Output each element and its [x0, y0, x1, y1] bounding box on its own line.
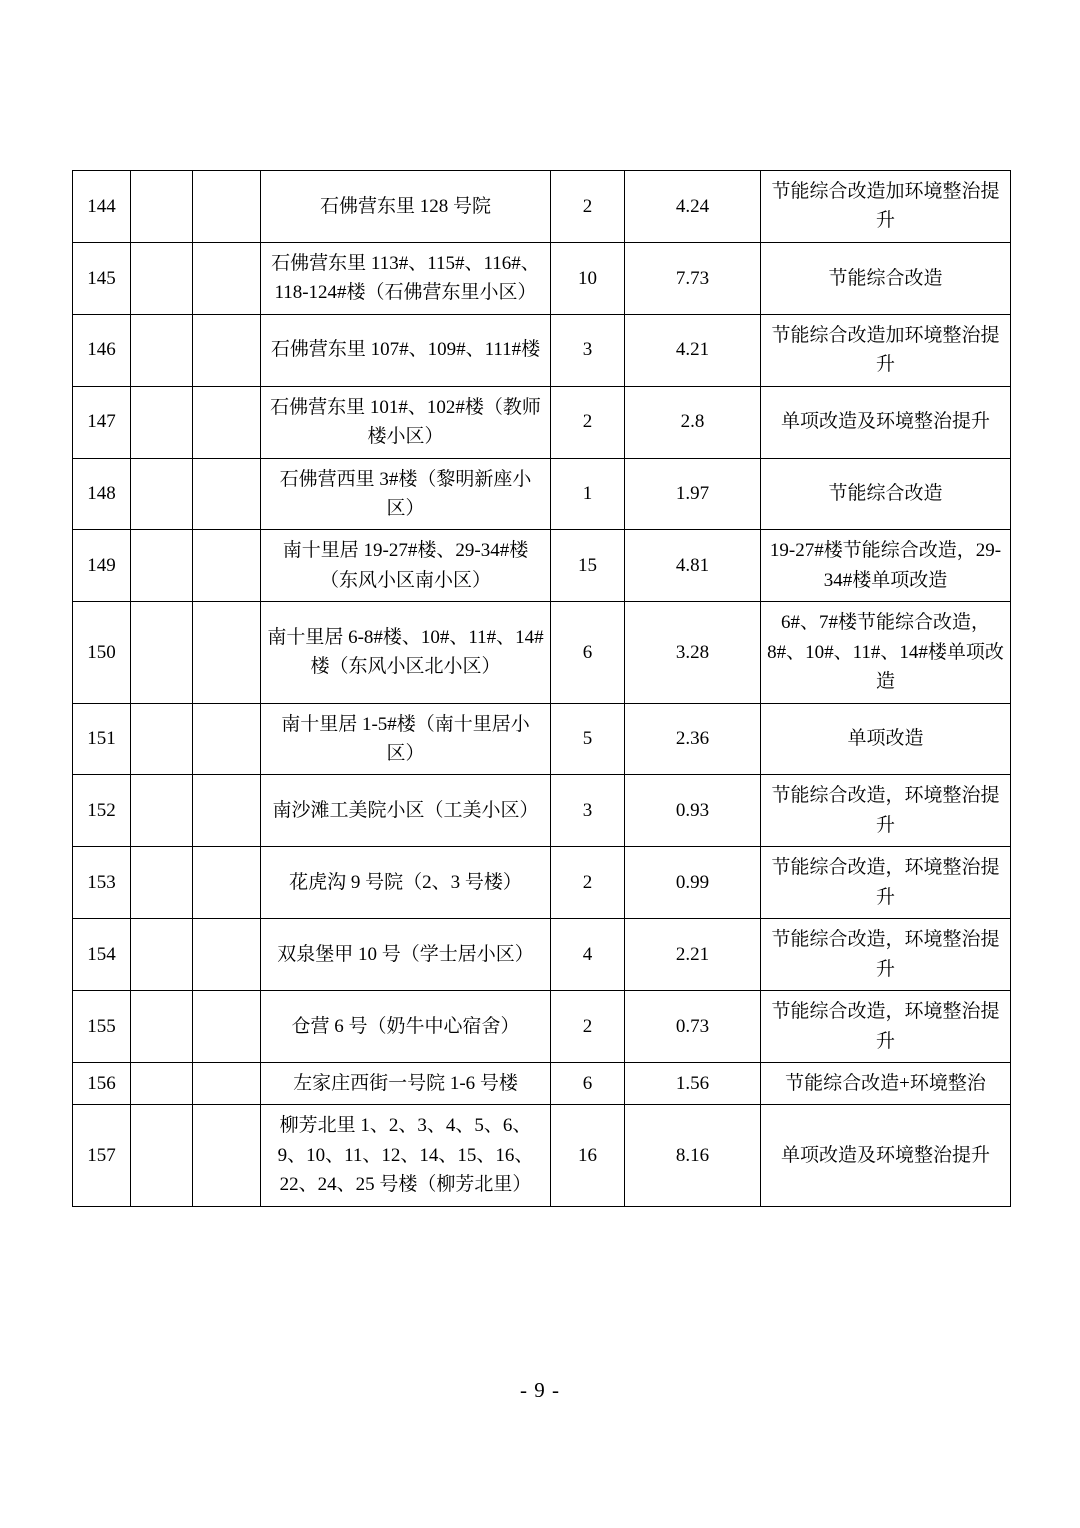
row-index: 152: [73, 775, 131, 847]
table-row: [73, 991, 1011, 1063]
row-district: [131, 1062, 193, 1104]
row-district: [131, 991, 193, 1063]
row-unit: [193, 314, 261, 386]
table-row: [73, 703, 1011, 775]
renovation-project-table: [72, 170, 1011, 1207]
row-community-name: 石佛营东里 101#、102#楼（教师楼小区）: [261, 386, 551, 458]
row-floor-area: 2.21: [625, 919, 761, 991]
row-renovation-type: 节能综合改造加环境整治提升: [761, 314, 1011, 386]
row-building-count: 2: [551, 991, 625, 1063]
row-floor-area: 2.36: [625, 703, 761, 775]
row-district: [131, 1105, 193, 1206]
row-unit: [193, 703, 261, 775]
table-row: [73, 919, 1011, 991]
row-unit: [193, 386, 261, 458]
row-floor-area: 4.21: [625, 314, 761, 386]
row-renovation-type: 单项改造及环境整治提升: [761, 1105, 1011, 1206]
row-community-name: 石佛营东里 107#、109#、111#楼: [261, 314, 551, 386]
table-row: [73, 1105, 1011, 1206]
row-unit: [193, 919, 261, 991]
row-district: [131, 386, 193, 458]
row-floor-area: 7.73: [625, 242, 761, 314]
row-index: 155: [73, 991, 131, 1063]
row-community-name: 花虎沟 9 号院（2、3 号楼）: [261, 847, 551, 919]
row-building-count: 5: [551, 703, 625, 775]
row-community-name: 南十里居 19-27#楼、29-34#楼（东风小区南小区）: [261, 530, 551, 602]
row-district: [131, 458, 193, 530]
table-row: [73, 171, 1011, 243]
row-building-count: 3: [551, 314, 625, 386]
row-community-name: 南十里居 6-8#楼、10#、11#、14#楼（东风小区北小区）: [261, 602, 551, 703]
row-district: [131, 703, 193, 775]
row-index: 154: [73, 919, 131, 991]
renovation-project-table-wrapper: [72, 170, 1010, 1207]
row-building-count: 2: [551, 171, 625, 243]
row-floor-area: 3.28: [625, 602, 761, 703]
row-community-name: 左家庄西街一号院 1-6 号楼: [261, 1062, 551, 1104]
row-index: 153: [73, 847, 131, 919]
row-unit: [193, 1062, 261, 1104]
row-floor-area: 1.97: [625, 458, 761, 530]
row-unit: [193, 991, 261, 1063]
row-renovation-type: 节能综合改造: [761, 458, 1011, 530]
row-community-name: 仓营 6 号（奶牛中心宿舍）: [261, 991, 551, 1063]
row-index: 148: [73, 458, 131, 530]
row-unit: [193, 242, 261, 314]
row-building-count: 4: [551, 919, 625, 991]
row-community-name: 石佛营西里 3#楼（黎明新座小区）: [261, 458, 551, 530]
row-district: [131, 171, 193, 243]
row-renovation-type: 单项改造及环境整治提升: [761, 386, 1011, 458]
row-renovation-type: 节能综合改造，环境整治提升: [761, 775, 1011, 847]
row-building-count: 3: [551, 775, 625, 847]
row-unit: [193, 530, 261, 602]
table-row: [73, 386, 1011, 458]
row-unit: [193, 171, 261, 243]
row-renovation-type: 单项改造: [761, 703, 1011, 775]
row-renovation-type: 节能综合改造加环境整治提升: [761, 171, 1011, 243]
row-index: 147: [73, 386, 131, 458]
row-renovation-type: 6#、7#楼节能综合改造，8#、10#、11#、14#楼单项改造: [761, 602, 1011, 703]
row-community-name: 石佛营东里 113#、115#、116#、118-124#楼（石佛营东里小区）: [261, 242, 551, 314]
row-index: 156: [73, 1062, 131, 1104]
row-building-count: 1: [551, 458, 625, 530]
page-number: [0, 1378, 1080, 1403]
row-floor-area: 8.16: [625, 1105, 761, 1206]
table-row: [73, 458, 1011, 530]
row-renovation-type: 节能综合改造，环境整治提升: [761, 991, 1011, 1063]
row-building-count: 10: [551, 242, 625, 314]
row-district: [131, 919, 193, 991]
row-unit: [193, 602, 261, 703]
table-row: [73, 847, 1011, 919]
row-floor-area: 4.24: [625, 171, 761, 243]
row-floor-area: 0.93: [625, 775, 761, 847]
row-renovation-type: 节能综合改造，环境整治提升: [761, 847, 1011, 919]
row-unit: [193, 847, 261, 919]
row-index: 151: [73, 703, 131, 775]
row-district: [131, 847, 193, 919]
row-unit: [193, 1105, 261, 1206]
row-community-name: 石佛营东里 128 号院: [261, 171, 551, 243]
table-row: [73, 242, 1011, 314]
row-building-count: 16: [551, 1105, 625, 1206]
row-community-name: 柳芳北里 1、2、3、4、5、6、9、10、11、12、14、15、16、22、24、25 号楼（柳芳北里）: [261, 1105, 551, 1206]
row-index: 146: [73, 314, 131, 386]
page-number-text: - 9 -: [520, 1378, 560, 1402]
row-index: 150: [73, 602, 131, 703]
row-building-count: 15: [551, 530, 625, 602]
row-renovation-type: 节能综合改造，环境整治提升: [761, 919, 1011, 991]
row-community-name: 南沙滩工美院小区（工美小区）: [261, 775, 551, 847]
row-community-name: 双泉堡甲 10 号（学士居小区）: [261, 919, 551, 991]
row-building-count: 2: [551, 847, 625, 919]
row-index: 145: [73, 242, 131, 314]
row-district: [131, 314, 193, 386]
row-floor-area: 0.73: [625, 991, 761, 1063]
row-district: [131, 530, 193, 602]
row-floor-area: 0.99: [625, 847, 761, 919]
row-district: [131, 602, 193, 703]
row-index: 144: [73, 171, 131, 243]
row-unit: [193, 775, 261, 847]
row-floor-area: 4.81: [625, 530, 761, 602]
row-floor-area: 1.56: [625, 1062, 761, 1104]
row-index: 157: [73, 1105, 131, 1206]
row-unit: [193, 458, 261, 530]
row-community-name: 南十里居 1-5#楼（南十里居小区）: [261, 703, 551, 775]
table-row: [73, 775, 1011, 847]
row-index: 149: [73, 530, 131, 602]
row-renovation-type: 节能综合改造: [761, 242, 1011, 314]
row-building-count: 6: [551, 602, 625, 703]
row-district: [131, 775, 193, 847]
row-renovation-type: 19-27#楼节能综合改造，29-34#楼单项改造: [761, 530, 1011, 602]
row-renovation-type: 节能综合改造+环境整治: [761, 1062, 1011, 1104]
row-floor-area: 2.8: [625, 386, 761, 458]
table-row: [73, 1062, 1011, 1104]
row-district: [131, 242, 193, 314]
row-building-count: 2: [551, 386, 625, 458]
table-row: [73, 314, 1011, 386]
table-row: [73, 530, 1011, 602]
row-building-count: 6: [551, 1062, 625, 1104]
table-row: [73, 602, 1011, 703]
